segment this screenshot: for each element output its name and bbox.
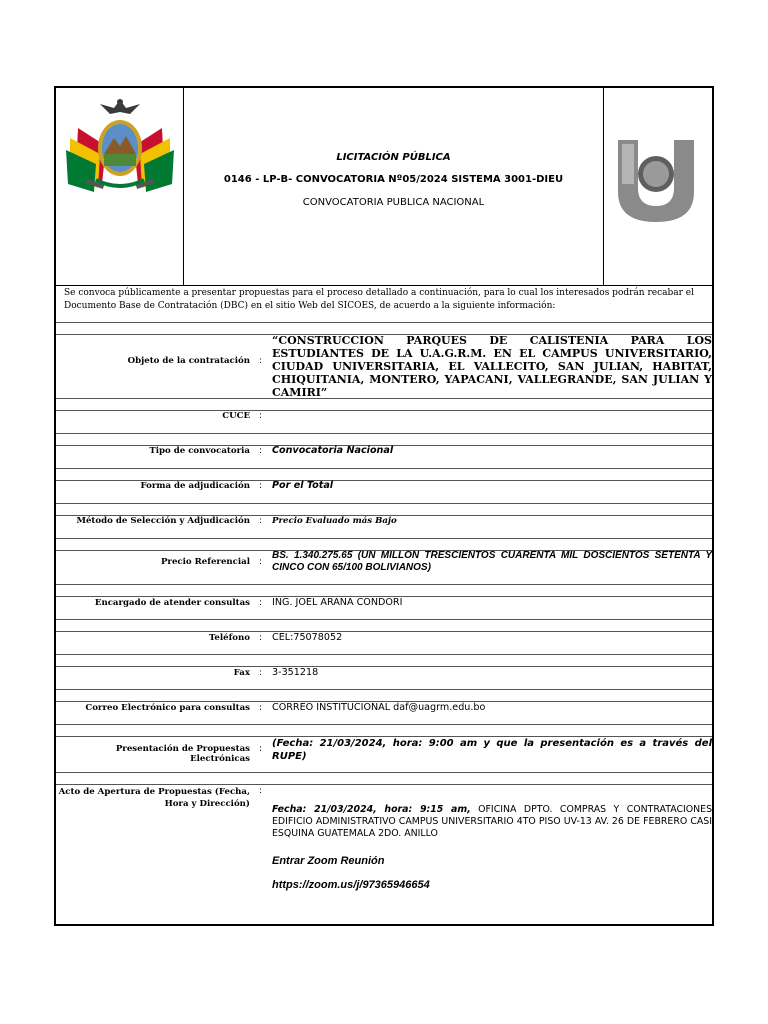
objeto-value: “CONSTRUCCION PARQUES DE CALISTENIA PARA LOS ESTUDIANTES DE LA U.A.G.R.M. EN EL CAMPUS UNIVERSITARIO, CIUDAD UNIVERSITARIA, EL VALLECITO, SAN JULIAN, HABITAT, CHIQUITANIA, MONTERO, YAPACANI, VALLEGRANDE, SAN JULIAN Y CAMIRI”	[272, 334, 712, 399]
row-divider	[56, 538, 712, 539]
colon: :	[259, 516, 263, 526]
colon: :	[259, 481, 263, 491]
colon: :	[259, 446, 263, 456]
correo-value: CORREO INSTITUCIONAL daf@uagrm.edu.bo	[272, 702, 486, 713]
coat-of-arms-cell	[56, 88, 184, 285]
colon: :	[259, 668, 263, 678]
objeto-label: Objeto de la contratación	[127, 356, 250, 366]
correo-label: Correo Electrónico para consultas	[85, 703, 250, 713]
zoom-link[interactable]: https://zoom.us/j/97365946654	[272, 879, 430, 891]
row-divider	[56, 772, 712, 773]
acto-label	[56, 786, 250, 810]
presentacion-value: (Fecha: 21/03/2024, hora: 9:00 am y que la presentación es a través del RUPE)	[272, 738, 712, 762]
encargado-label: Encargado de atender consultas	[94, 598, 250, 608]
acto-label-line2: Hora y Dirección)	[164, 799, 250, 809]
row-divider	[56, 584, 712, 585]
telefono-label: Teléfono	[208, 633, 250, 643]
uagrm-logo	[604, 88, 712, 285]
colon: :	[259, 598, 263, 608]
acto-label-line1: Acto de Apertura de Propuestas (Fecha,	[58, 787, 250, 797]
fax-value: 3-351218	[272, 667, 319, 678]
colon: :	[259, 633, 263, 643]
page-title: LICITACIÓN PÚBLICA	[336, 152, 451, 163]
row-divider	[56, 619, 712, 620]
zoom-label: Entrar Zoom Reunión	[272, 855, 385, 867]
row-divider	[56, 322, 712, 323]
row-divider	[56, 398, 712, 399]
acto-address: OFICINA DPTO. COMPRAS Y CONTRATACIONES EDIFICIO ADMINISTRATIVO CAMPUS UNIVERSITARIO 4TO PISO UV-13 AV. 26 DE FEBRERO CASI ESQUINA GUATEMALA 2DO. ANILLO	[272, 804, 713, 839]
colon: :	[259, 786, 263, 796]
acto-value	[272, 804, 712, 840]
encargado-value: ING. JOEL ARANA CONDORI	[272, 597, 403, 608]
row-divider	[56, 468, 712, 469]
tipo-value: Convocatoria Nacional	[272, 445, 394, 456]
bolivia-coat-of-arms-logo	[56, 88, 184, 285]
row-divider	[56, 689, 712, 690]
metodo-value: Precio Evaluado más Bajo	[272, 516, 397, 526]
forma-value: Por el Total	[272, 480, 334, 491]
colon: :	[259, 356, 263, 366]
metodo-label: Método de Selección y Adjudicación	[76, 516, 250, 526]
colon: :	[259, 557, 263, 567]
colon: :	[259, 703, 263, 713]
colon: :	[259, 744, 263, 754]
cuce-label: CUCE	[222, 411, 250, 421]
header-table	[56, 88, 712, 286]
telefono-value: CEL:75078052	[272, 632, 343, 643]
university-logo-cell	[604, 88, 712, 285]
row-divider	[56, 784, 712, 785]
tipo-label: Tipo de convocatoria	[149, 446, 250, 456]
precio-label: Precio Referencial	[160, 557, 250, 567]
header-title-cell	[184, 88, 604, 285]
row-divider	[56, 654, 712, 655]
row-divider	[56, 433, 712, 434]
row-divider	[56, 724, 712, 725]
acto-date: Fecha: 21/03/2024, hora: 9:15 am,	[272, 804, 471, 815]
row-divider	[56, 503, 712, 504]
precio-value: BS. 1.340.275.65 (UN MILLON TRESCIENTOS CUARENTA MIL DOSCIENTOS SETENTA Y CINCO CON 65/100 BOLIVIANOS)	[272, 550, 712, 573]
fax-label: Fax	[233, 668, 250, 678]
intro-paragraph: Se convoca públicamente a presentar propuestas para el proceso detallado a continuación, para lo cual los interesados podrán recabar el Documento Base de Contratación (DBC) en el sitio Web del SICOES, de acuerdo a la siguiente información:	[64, 288, 694, 311]
colon: :	[259, 411, 263, 421]
convocatoria-type: CONVOCATORIA PUBLICA NACIONAL	[302, 197, 485, 208]
forma-label: Forma de adjudicación	[140, 481, 250, 491]
document-frame	[54, 86, 714, 926]
convocatoria-code: 0146 - LP-B- CONVOCATORIA Nº05/2024 SISTEMA 3001-DIEU	[223, 174, 564, 185]
presentacion-label: Presentación de Propuestas Electrónicas	[115, 744, 250, 764]
